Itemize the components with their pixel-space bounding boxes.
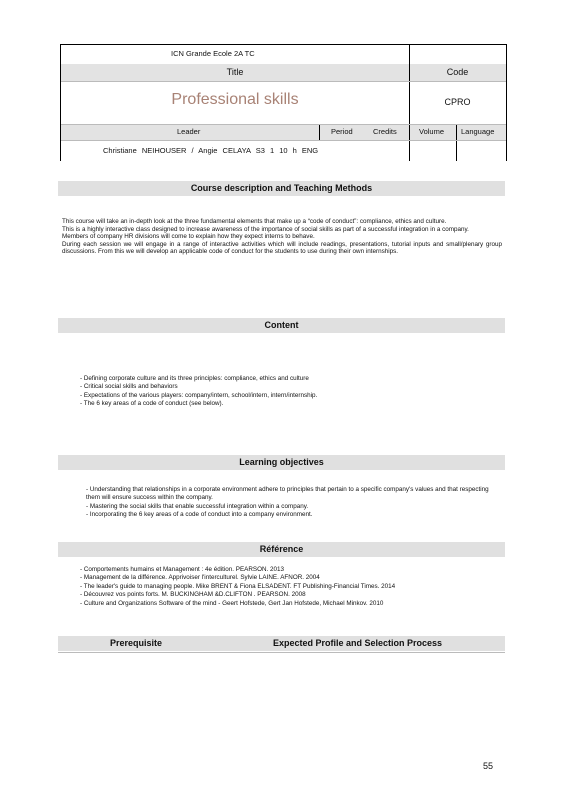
language-header: Language — [461, 127, 495, 136]
title-header: Title — [226, 67, 244, 77]
description-text — [62, 218, 502, 256]
volume-header: Volume — [419, 127, 445, 136]
list-item: - The leader's guide to managing people. Mike BRENT & Fiona ELSADENT. FT Publishing-Financial Times. 2014 — [80, 582, 396, 590]
reference-heading: Référence — [58, 542, 505, 557]
leader-row — [61, 141, 506, 161]
list-item: - Incorporating the 6 key areas of a code of conduct into a company environment. — [86, 511, 313, 519]
list-item: - Mastering the social skills that enable successful integration within a company. — [86, 502, 309, 510]
description-paragraph: This is a highly interactive class designed to increase awareness of the importance of social skills as part of a successful integration in a company. — [62, 225, 469, 233]
description-paragraph: Members of company HR divisions will come to explain how they expect interns to behave. — [62, 233, 315, 241]
content-list — [80, 375, 500, 409]
expected-profile-heading: Expected Profile and Selection Process — [273, 638, 443, 648]
list-item: - Découvrez vos points forts. M. BUCKINGHAM &D.CLIFTON . PEARSON. 2008 — [80, 591, 306, 599]
list-item: - Management de la différence. Apprivoiser l'interculturel. Sylvie LAINE. AFNOR. 2004 — [80, 574, 320, 582]
prerequisite-bar — [58, 636, 505, 651]
title-header-row — [61, 64, 506, 82]
credits-header: Credits — [373, 127, 397, 136]
course-title: Professional skills — [171, 91, 299, 108]
course-header-table — [60, 44, 507, 161]
title-row — [61, 82, 506, 125]
reference-list — [80, 566, 500, 608]
description-heading: Course description and Teaching Methods — [58, 181, 505, 196]
leader-info: Christiane NEIHOUSER / Angie CELAYA S3 1 10 h ENG — [103, 146, 319, 155]
prerequisite-heading: Prerequisite — [110, 638, 163, 648]
list-item: - Defining corporate culture and its three principles: compliance, ethics and culture — [80, 375, 309, 382]
leader-header: Leader — [177, 127, 201, 136]
content-heading: Content — [58, 318, 505, 333]
objectives-heading: Learning objectives — [58, 455, 505, 470]
code-header: Code — [446, 67, 469, 77]
list-item: - The 6 key areas of a code of conduct (see below). — [80, 400, 224, 408]
description-paragraph: During each session we will engage in a range of interactive activities which will include readings, presentations, tutorial inputs and small/plenary group discussions. From this we will develop an applicable code of conduct for the students to use during their own internships. — [62, 240, 502, 256]
list-item: - Expectations of the various players: company/intern, school/intern, intern/internship. — [80, 391, 318, 399]
list-item: - Comportements humains et Management : 4e édition. PEARSON. 2013 — [80, 566, 285, 573]
list-item: - Culture and Organizations Software of the mind - Geert Hofstede, Gert Jan Hofstede, Michael Minkov. 2010 — [80, 599, 384, 607]
leader-header-row — [61, 125, 506, 141]
description-paragraph: This course will take an in-depth look at the three fundamental elements that make up a “code of conduct”: compliance, ethics and culture. — [62, 218, 447, 225]
school-name: ICN Grande Ecole 2A TC — [171, 49, 255, 58]
school-row — [61, 45, 506, 64]
period-header: Period — [331, 127, 353, 136]
list-item: - Understanding that relationships in a corporate environment adhere to principles that pertain to a specific company's values and that respecting them will ensure success within the company. — [86, 486, 489, 502]
course-code: CPRO — [444, 97, 471, 107]
list-item: - Critical social skills and behaviors — [80, 383, 178, 391]
objectives-list — [86, 486, 496, 520]
page-number: 55 — [483, 761, 494, 771]
